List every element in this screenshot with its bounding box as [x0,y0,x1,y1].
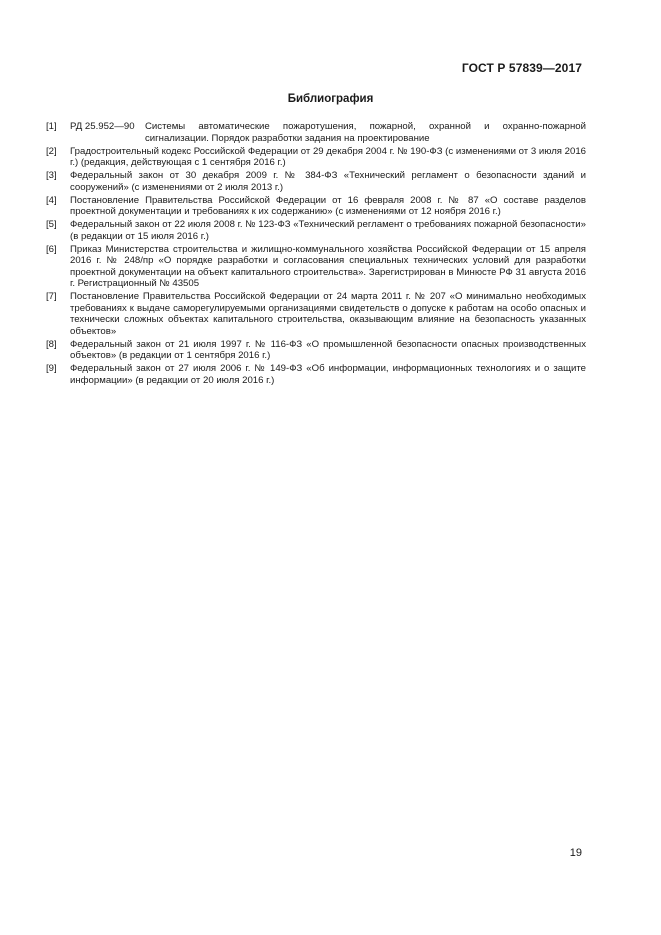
entry-number: [1] [46,121,57,132]
entry-text: Градостроительный кодекс Российской Федерации от 29 декабря 2004 г. № 190-ФЗ (с изменениями от 3 июля 2016 г.) (редакция, действующая с 1 сентября 2016 г.) [70,145,586,168]
entry-text: Федеральный закон от 22 июля 2008 г. № 123-ФЗ «Технический регламент о требованиях пожарной безопасности» (в редакции от 15 июля 2016 г.) [70,219,586,242]
entry-number: [4] [46,194,57,206]
entry-number: [8] [46,338,57,350]
entry-text: Федеральный закон от 27 июля 2006 г. № 149-ФЗ «Об информации, информационных технологиях и о защите информации» (в редакции от 20 июля 2016 г.) [70,363,586,386]
entry-text: Системы автоматические пожаротушения, пожарной, охранной и охранно-пожарной сигнализации. Порядок разработки задания на проектирование [145,121,586,144]
bibliography-list [46,121,586,388]
bibliography-entry [46,170,586,193]
entry-code: РД 25.952—90 [70,121,135,132]
entry-number: [9] [46,363,57,374]
entry-number: [6] [46,243,57,255]
entry-number: [5] [46,219,57,230]
bibliography-entry [46,195,586,218]
entry-text: Приказ Министерства строительства и жилищно-коммунального хозяйства Российской Федерации от 15 апреля 2016 г. № 248/пр «О порядке разработки и согласования специальных технических условий для разработки проектной документации на объект капитального строительства». Зарегистрирован в Минюсте РФ 31 августа 2016 г. Регистрационный № 43505 [70,243,586,289]
entry-number: [2] [46,145,57,157]
bibliography-entry [46,219,586,242]
bibliography-entry [46,291,586,337]
entry-text: Федеральный закон от 21 июля 1997 г. № 116-ФЗ «О промышленной безопасности опасных производственных объектов» (в редакции от 1 сентября 2016 г.) [70,338,586,361]
page-title: Библиография [287,93,374,105]
entry-text: Постановление Правительства Российской Федерации от 24 марта 2011 г. № 207 «О минимально необходимых требованиях к выдаче саморегулируемыми организациями свидетельств о допуске к работам на особо опасных и технически сложных объектах капитального строительства, оказывающим влияние на безопасность указанных объектов» [70,291,586,337]
entry-number: [7] [46,291,57,302]
bibliography-entry [46,363,586,386]
bibliography-entry [46,244,586,290]
document-code: ГОСТ Р 57839—2017 [461,61,582,75]
entry-text: Федеральный закон от 30 декабря 2009 г. № 384-ФЗ «Технический регламент о безопасности зданий и сооружений» (с изменениями от 2 июля 2013 г.) [70,170,586,193]
bibliography-entry [46,339,586,362]
bibliography-entry [46,146,586,169]
entry-number: [3] [46,170,57,181]
page-number: 19 [569,847,582,859]
bibliography-entry [46,121,586,144]
entry-text: Постановление Правительства Российской Федерации от 16 февраля 2008 г. № 87 «О составе разделов проектной документации и требованиях к их содержанию» (с изменениями от 12 ноября 2016 г.) [70,194,586,217]
